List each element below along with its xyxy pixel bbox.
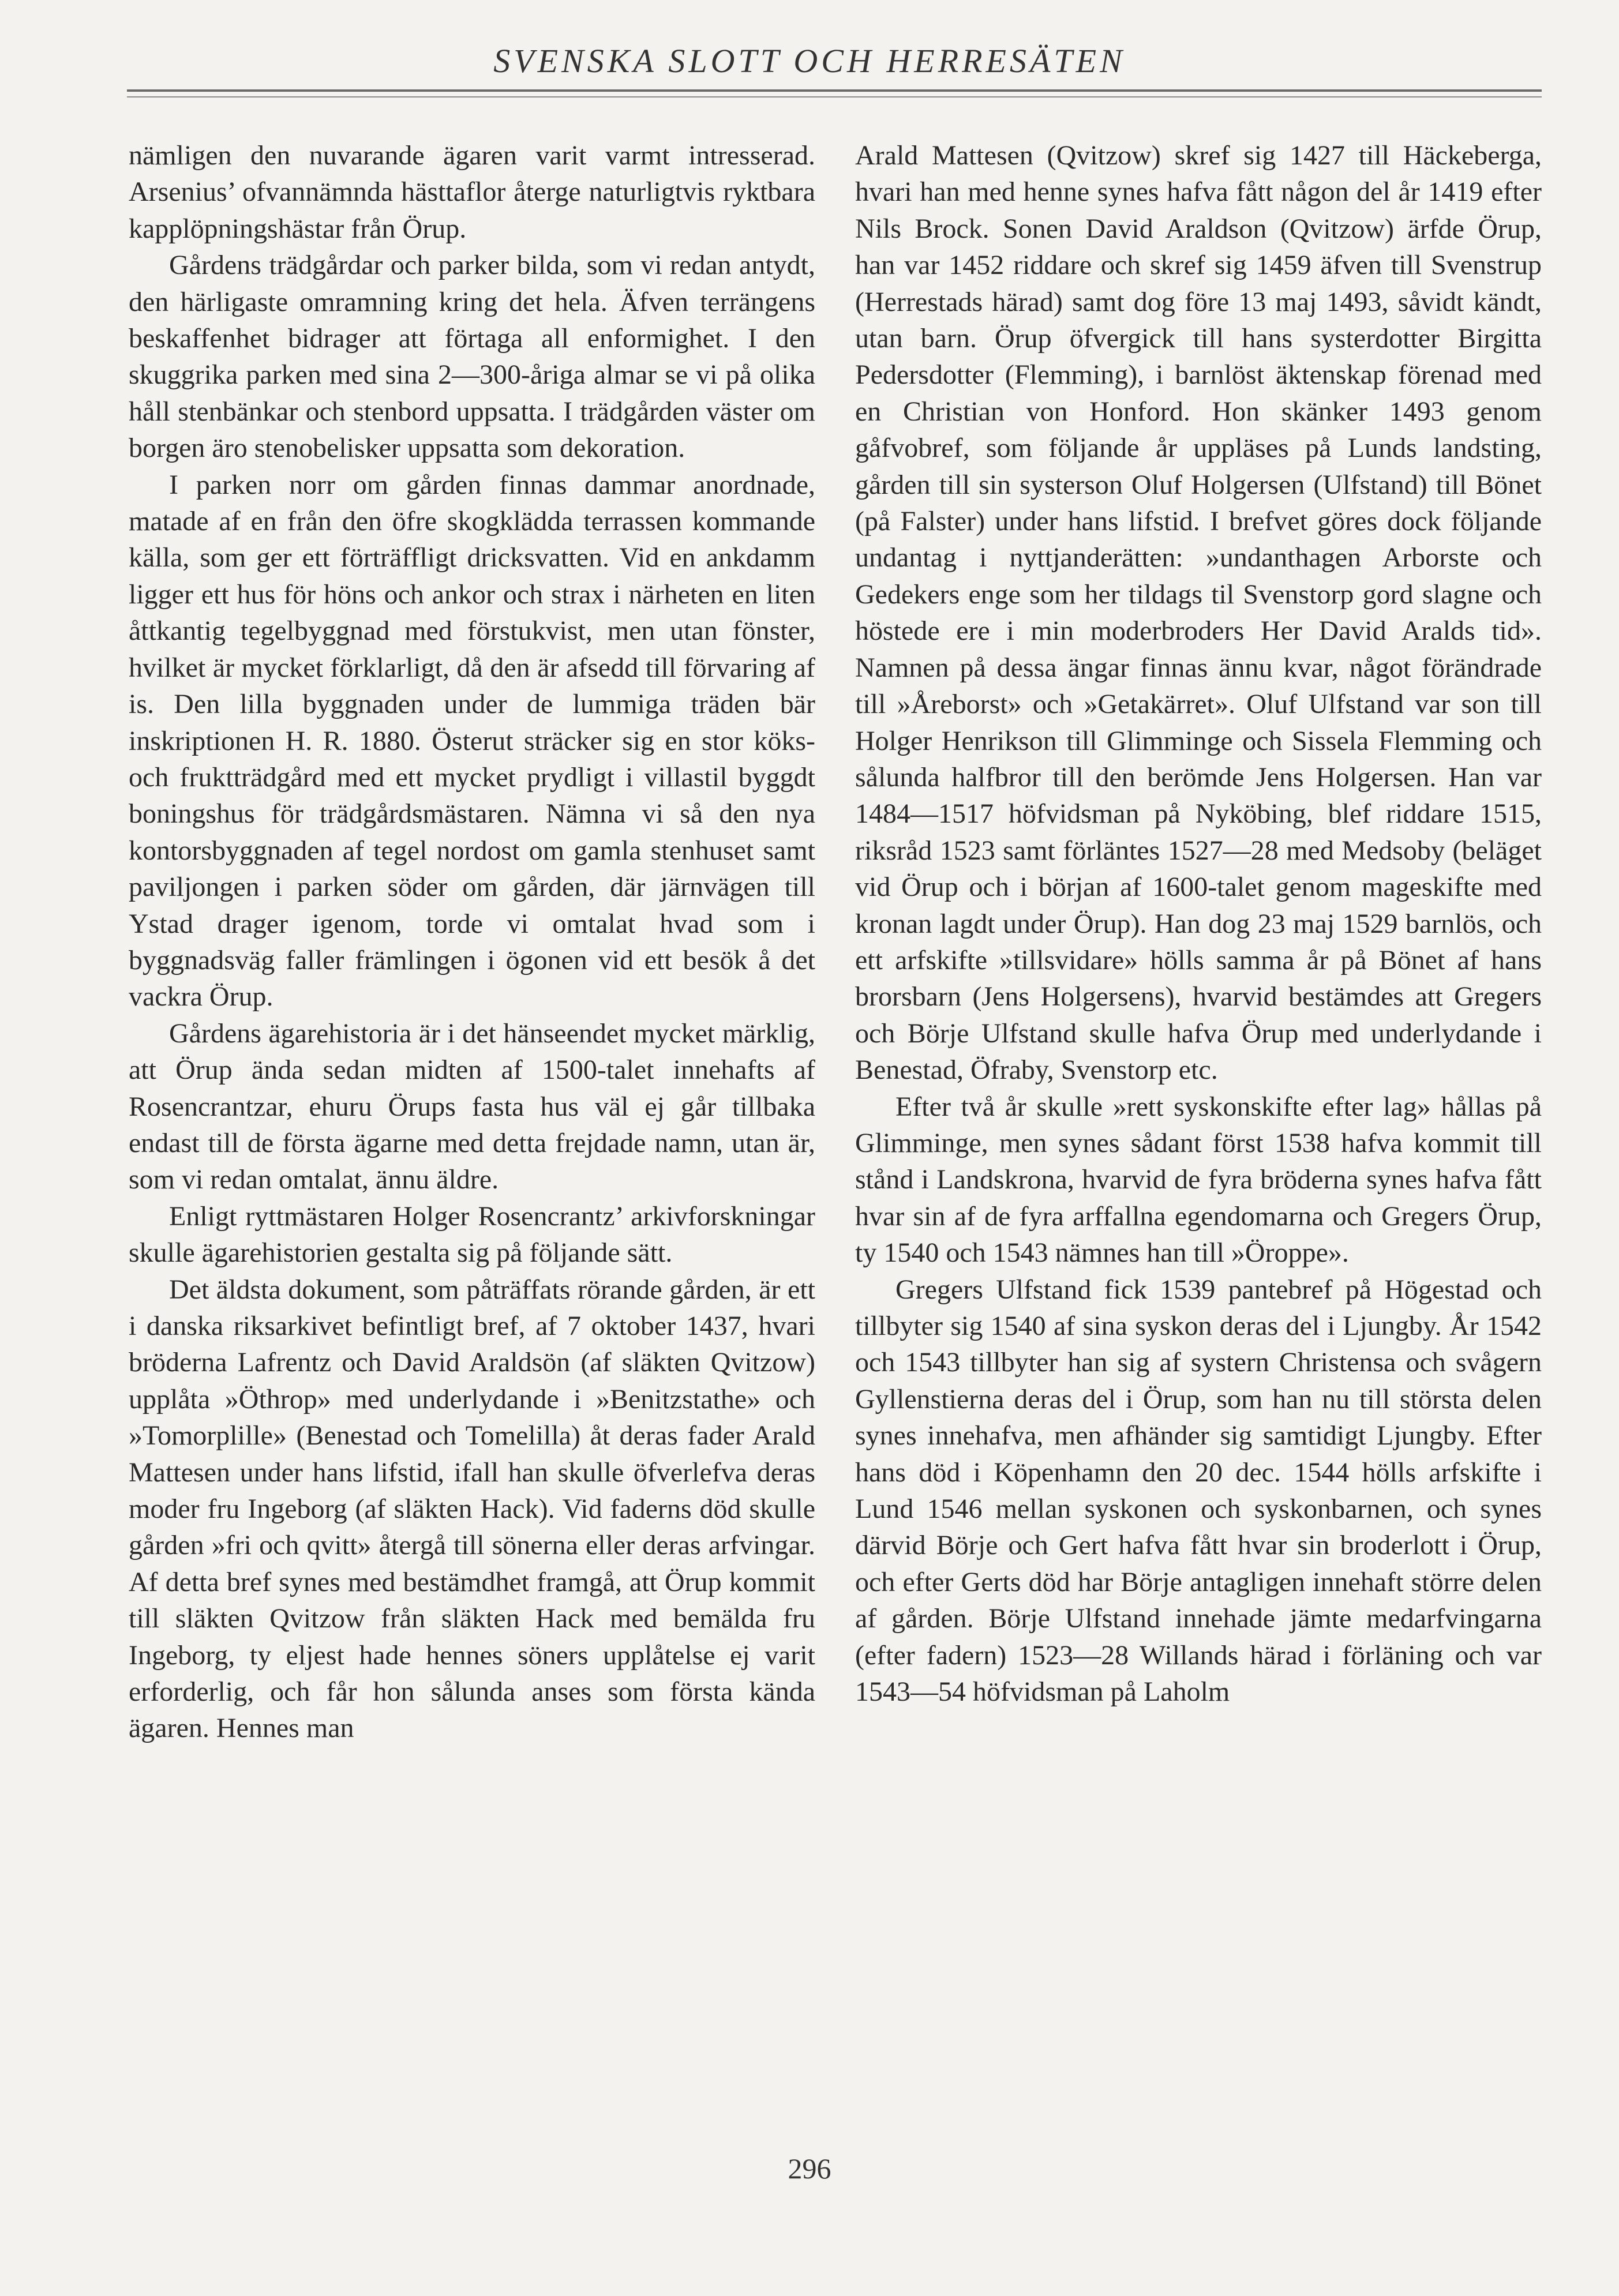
left-column [129,137,815,2145]
page-number: 296 [788,2152,831,2185]
paragraph: Enligt ryttmästaren Holger Rosencrantz’ arkivforskningar skulle ägarehistorien gestalta sig på följande sätt. [129,1200,815,1269]
running-header: SVENSKA SLOTT OCH HERRESÄTEN [493,42,1126,80]
paragraph: Gårdens trädgårdar och parker bilda, som vi redan antydt, den härligaste omramning kring det hela. Äfven terrängens beskaffenhet bidrager att förtaga all enformighet. I den skuggrika parken med sina 2—300-åriga almar se vi på olika håll stenbänkar och stenbord uppsatta. I trädgården väster om borgen äro stenobelisker uppsatta som dekoration. [129,250,815,464]
paragraph: Gårdens ägarehistoria är i det hänseendet mycket märklig, att Örup ända sedan midten af 1500-talet innehafts af Rosencrantzar, ehuru Örups fasta hus väl ej går tillbaka endast till de första ägarne med detta frejdade namn, utan är, som vi redan omtalat, ännu äldre. [129,1018,815,1195]
paragraph: Arald Mattesen (Qvitzow) skref sig 1427 till Häckeberga, hvari han med henne synes hafva fått någon del år 1419 efter Nils Brock. Sonen David Araldson (Qvitzow) ärfde Örup, han var 1452 riddare och skref sig 1459 äfven till Svenstrup (Herrestads härad) samt dog före 13 maj 1493, såvidt kändt, utan barn. Örup öfvergick till hans systerdotter Birgitta Pedersdotter (Flemming), i barnlöst äktenskap förenad med en Christian von Honford. Hon skänker 1493 genom gåfvobref, som följande år uppläses på Lunds landsting, gården till sin systerson Oluf Holgersen (Ulfstand) till Bönet (på Falster) under hans lifstid. I brefvet göres dock följande undantag i nyttjanderätten: »undanthagen Arborste och Gedekers enge som her tildags til Svenstorp gord slagne och höstede ere i min moderbroders Her David Aralds tid». Namnen på dessa ängar finnas ännu kvar, något förändrade till »Åreborst» och »Getakärret». Oluf Ulfstand var son till Holger Henrikson till Glimminge och Sissela Flemming och sålunda halfbror till den berömde Jens Holgersen. Han var 1484—1517 höfvidsman på Nyköbing, blef riddare 1515, riksråd 1523 samt förläntes 1527—28 med Medsoby (beläget vid Örup och i början af 1600-talet genom mageskifte med kronan lagdt under Örup). Han dog 23 maj 1529 barnlös, och ett arfskifte »tillsvidare» hölls samma år på Bönet af hans brorsbarn (Jens Holgersens), hvarvid bestämdes att Gregers och Börje Ulfstand skulle hafva Örup med underlydande i Benestad, Öfraby, Svenstorp etc. [855,140,1542,1086]
header-rule [127,89,1542,92]
right-column [855,137,1542,2145]
paragraph: Det äldsta dokument, som påträffats rörande gården, är ett i danska riksarkivet befintligt bref, af 7 oktober 1437, hvari bröderna Lafrentz och David Araldsön (af släkten Qvitzow) upplåta »Öthrop» med underlydande i »Benitzstathe» och »Tomorplille» (Benestad och Tomelilla) åt deras fader Arald Mattesen under hans lifstid, ifall han skulle öfverlefva deras moder fru Ingeborg (af släkten Hack). Vid faderns död skulle gården »fri och qvitt» återgå till sönerna eller deras arfvingar. Af detta bref synes med bestämdhet framgå, att Örup kommit till släkten Qvitzow från släkten Hack med bemälda fru Ingeborg, ty eljest hade hennes söners upplåtelse ej varit erforderlig, och får hon sålunda anses som första kända ägaren. Hennes man [129,1274,815,1744]
paragraph: Efter två år skulle »rett syskonskifte efter lag» hållas på Glimminge, men synes sådant först 1538 hafva kommit till stånd i Landskrona, hvarvid de fyra bröderna synes hafva fått hvar sin af de fyra arffallna egendomarna och Gregers Örup, ty 1540 och 1543 nämnes han till »Öroppe». [855,1091,1542,1269]
header-rule-thin [127,96,1542,97]
paragraph: I parken norr om gården finnas dammar anordnade, matade af en från den öfre skogklädda terrassen kommande källa, som ger ett förträffligt dricksvatten. Vid en ankdamm ligger ett hus för höns och ankor och strax i närheten en liten åttkantig tegelbyggnad med förstukvist, men utan fönster, hvilket är mycket förklarligt, då den är afsedd till förvaring af is. Den lilla byggnaden under de lummiga träden bär inskriptionen H. R. 1880. Österut sträcker sig en stor köks- och fruktträdgård med ett mycket prydligt i villastil byggdt boningshus för trädgårdsmästaren. Nämna vi så den nya kontorsbyggnaden af tegel nordost om gamla stenhuset samt paviljongen i parken söder om gården, där järnvägen till Ystad drager igenom, torde vi omtalat hvad som i byggnadsväg faller främlingen i ögonen vid ett besök å det vackra Örup. [129,469,815,1012]
paragraph: Gregers Ulfstand fick 1539 pantebref på Högestad och tillbyter sig 1540 af sina syskon deras del i Ljungby. År 1542 och 1543 tillbyter han sig af systern Christensa och svågern Gyllenstierna deras del i Örup, som han nu till största delen synes innehafva, men afhänder sig samtidigt Ljungby. Efter hans död i Köpenhamn den 20 dec. 1544 hölls arfskifte i Lund 1546 mellan syskonen och syskonbarnen, och synes därvid Börje och Gert hafva fått hvar sin broderlott i Örup, och efter Gerts död har Börje antagligen innehaft större delen af gården. Börje Ulfstand innehade jämte medarfvingarna (efter fadern) 1523—28 Willands härad i förläning och var 1543—54 höfvidsman på Laholm [855,1274,1542,1708]
paragraph: nämligen den nuvarande ägaren varit varmt intresserad. Arsenius’ ofvannämnda hästtaflor återge naturligtvis ryktbara kapplöpningshästar från Örup. [129,140,815,244]
